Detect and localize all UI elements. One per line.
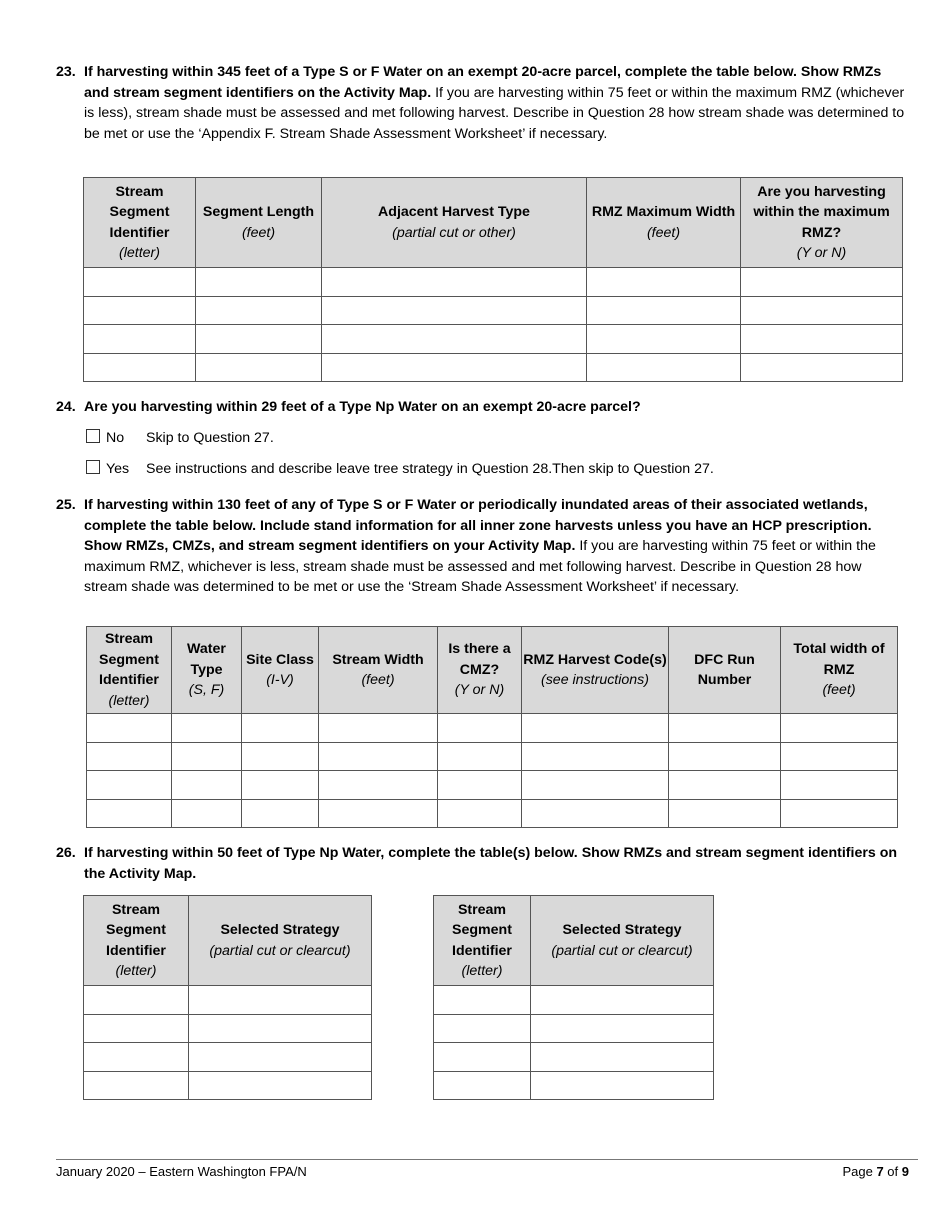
question-23 [56, 62, 906, 144]
header-dfc-run: DFC Run Number [669, 627, 781, 714]
table-cell[interactable] [531, 986, 714, 1015]
header-stream-width: Stream Width (feet) [319, 627, 438, 714]
table-cell[interactable] [669, 799, 781, 828]
table-cell[interactable] [669, 714, 781, 743]
table-cell[interactable] [522, 799, 669, 828]
page-number: Page 7 of 9 [842, 1164, 909, 1179]
q25-table [86, 626, 898, 828]
q26-table-right [433, 895, 714, 1100]
table-cell[interactable] [84, 1043, 189, 1072]
table-cell[interactable] [189, 1071, 372, 1100]
table-row [87, 771, 898, 800]
table-cell[interactable] [87, 714, 172, 743]
table-cell[interactable] [172, 714, 242, 743]
table-cell[interactable] [322, 268, 587, 297]
header-rmz-max-width: RMZ Maximum Width (feet) [587, 178, 741, 268]
table-row [434, 1071, 714, 1100]
table-cell[interactable] [172, 799, 242, 828]
table-cell[interactable] [84, 353, 196, 382]
question-number: 23. [56, 64, 76, 80]
table-cell[interactable] [741, 325, 903, 354]
table-cell[interactable] [319, 771, 438, 800]
table-cell[interactable] [87, 742, 172, 771]
header-water-type: Water Type (S, F) [172, 627, 242, 714]
table-cell[interactable] [522, 771, 669, 800]
table-cell[interactable] [319, 799, 438, 828]
table-cell[interactable] [196, 296, 322, 325]
table-row [434, 1014, 714, 1043]
table-row [84, 268, 903, 297]
table-cell[interactable] [587, 325, 741, 354]
table-cell[interactable] [87, 799, 172, 828]
table-cell[interactable] [196, 353, 322, 382]
table-cell[interactable] [322, 296, 587, 325]
table-row [84, 353, 903, 382]
table-cell[interactable] [84, 1014, 189, 1043]
table-cell[interactable] [531, 1071, 714, 1100]
table-cell[interactable] [322, 325, 587, 354]
table-cell[interactable] [434, 1043, 531, 1072]
table-row [84, 1014, 372, 1043]
header-selected-strategy: Selected Strategy (partial cut or clearcut) [189, 896, 372, 986]
question-number: 25. [56, 497, 76, 513]
table-cell[interactable] [669, 771, 781, 800]
header-rmz-harvest-code: RMZ Harvest Code(s) (see instructions) [522, 627, 669, 714]
table-cell[interactable] [322, 353, 587, 382]
table-cell[interactable] [531, 1043, 714, 1072]
footer-divider [56, 1159, 918, 1160]
table-cell[interactable] [434, 1014, 531, 1043]
header-harvesting-within: Are you harvesting within the maximum RMZ? (Y or N) [741, 178, 903, 268]
table-cell[interactable] [438, 742, 522, 771]
yes-checkbox[interactable] [86, 460, 100, 474]
header-total-width: Total width of RMZ (feet) [781, 627, 898, 714]
table-cell[interactable] [319, 742, 438, 771]
q26-table-left [83, 895, 372, 1100]
table-cell[interactable] [434, 986, 531, 1015]
table-cell[interactable] [741, 353, 903, 382]
header-stream-segment: Stream Segment Identifier (letter) [87, 627, 172, 714]
question-text: If harvesting within 130 feet of any of Type S or F Water or periodically inundated areas of their associated wetlands, complete the table below. Include stand information for all inner zone harvests unless you have an HCP prescription. Show RMZs, CMZs, and stream segment identifiers on your Activity Map. If you are harvesting within 75 feet or within the maximum RMZ, whichever is less, stream shade must be assessed and met following harvest. Describe in Question 28 how stream shade was determined to be met or use the ‘Stream Shade Assessment Worksheet’ if necessary. [84, 497, 876, 595]
header-stream-segment: Stream Segment Identifier (letter) [84, 896, 189, 986]
table-cell[interactable] [242, 799, 319, 828]
q23-table [83, 177, 903, 382]
table-cell[interactable] [781, 714, 898, 743]
no-checkbox[interactable] [86, 429, 100, 443]
table-row [87, 742, 898, 771]
table-cell[interactable] [781, 771, 898, 800]
table-row [87, 714, 898, 743]
table-cell[interactable] [189, 1014, 372, 1043]
table-cell[interactable] [587, 296, 741, 325]
table-cell[interactable] [242, 771, 319, 800]
table-cell[interactable] [587, 268, 741, 297]
header-cmz: Is there a CMZ? (Y or N) [438, 627, 522, 714]
table-cell[interactable] [87, 771, 172, 800]
table-row [434, 1043, 714, 1072]
table-cell[interactable] [438, 771, 522, 800]
table-cell[interactable] [242, 714, 319, 743]
table-cell[interactable] [522, 714, 669, 743]
table-cell[interactable] [84, 1071, 189, 1100]
table-cell[interactable] [531, 1014, 714, 1043]
table-cell[interactable] [781, 799, 898, 828]
question-number: 26. [56, 845, 76, 861]
table-cell[interactable] [84, 986, 189, 1015]
table-row [434, 986, 714, 1015]
option-no [86, 428, 274, 449]
footer-title: January 2020 – Eastern Washington FPA/N [56, 1164, 307, 1179]
table-cell[interactable] [669, 742, 781, 771]
question-number: 24. [56, 399, 76, 415]
table-cell[interactable] [438, 714, 522, 743]
option-instruction: Skip to Question 27. [146, 430, 274, 446]
table-cell[interactable] [741, 296, 903, 325]
table-cell[interactable] [172, 742, 242, 771]
table-cell[interactable] [319, 714, 438, 743]
question-text: If harvesting within 345 feet of a Type S or F Water on an exempt 20-acre parcel, complete the table below. Show RMZs and stream segment identifiers on the Activity Map. If you are harvesting within 75 feet or within the maximum RMZ (whichever is less), stream shade must be assessed and met following harvest. Describe in Question 28 how stream shade was determined to be met or use the ‘Appendix F. Stream Shade Assessment Worksheet’ if necessary. [84, 64, 905, 142]
table-cell[interactable] [84, 296, 196, 325]
question-24 [56, 397, 906, 418]
option-label: No [106, 430, 125, 446]
table-cell[interactable] [172, 771, 242, 800]
table-row [84, 296, 903, 325]
header-stream-segment: Stream Segment Identifier (letter) [434, 896, 531, 986]
table-cell[interactable] [189, 1043, 372, 1072]
table-cell[interactable] [438, 799, 522, 828]
table-cell[interactable] [587, 353, 741, 382]
table-cell[interactable] [522, 742, 669, 771]
table-row [84, 1043, 372, 1072]
header-harvest-type: Adjacent Harvest Type (partial cut or other) [322, 178, 587, 268]
option-instruction: See instructions and describe leave tree strategy in Question 28.Then skip to Question 27. [146, 461, 714, 477]
table-cell[interactable] [189, 986, 372, 1015]
header-selected-strategy: Selected Strategy (partial cut or clearcut) [531, 896, 714, 986]
question-25 [56, 495, 906, 598]
table-cell[interactable] [781, 742, 898, 771]
table-row [84, 1071, 372, 1100]
table-cell[interactable] [196, 268, 322, 297]
option-label: Yes [106, 461, 130, 477]
table-row [84, 986, 372, 1015]
header-segment-length: Segment Length (feet) [196, 178, 322, 268]
table-row [87, 799, 898, 828]
table-cell[interactable] [84, 325, 196, 354]
question-text: If harvesting within 50 feet of Type Np Water, complete the table(s) below. Show RMZs and stream segment identifiers on the Activity Map. [84, 845, 898, 882]
header-site-class: Site Class (I-V) [242, 627, 319, 714]
table-cell[interactable] [434, 1071, 531, 1100]
question-text: Are you harvesting within 29 feet of a Type Np Water on an exempt 20-acre parcel? [84, 399, 641, 415]
table-cell[interactable] [84, 268, 196, 297]
table-cell[interactable] [741, 268, 903, 297]
table-row [84, 325, 903, 354]
header-stream-segment: Stream Segment Identifier (letter) [84, 178, 196, 268]
table-cell[interactable] [196, 325, 322, 354]
table-cell[interactable] [242, 742, 319, 771]
option-yes [86, 459, 714, 480]
question-26 [56, 843, 906, 884]
